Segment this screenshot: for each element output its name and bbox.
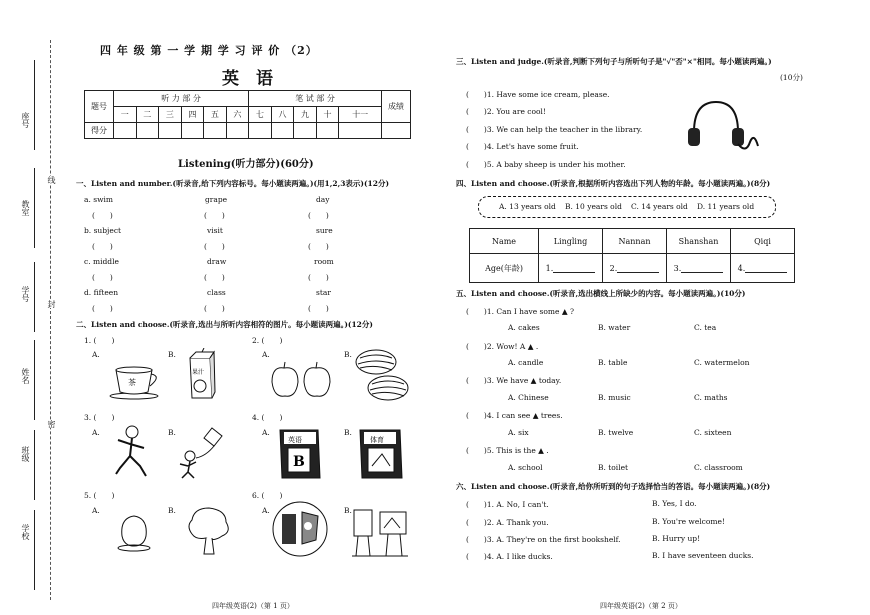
class-line — [34, 430, 35, 500]
age-answer-number: 4. — [737, 263, 746, 273]
class-label: 班级 — [21, 446, 30, 462]
q1-answer-paren[interactable]: ( ) — [92, 304, 113, 313]
q1-word: a. swim — [84, 195, 114, 204]
age-table — [469, 228, 795, 283]
tree-image[interactable] — [184, 504, 234, 556]
question-number-label: 题号 — [85, 91, 114, 123]
age-answer-number: 1. — [545, 263, 554, 273]
score-cell[interactable] — [226, 123, 249, 139]
q1-title: 一、Listen and number.(听录音,给下列内容标号。每小题读两遍。)(用1,2,3表示)(12分) — [76, 179, 390, 188]
q6-option-b: B. Yes, I do. — [652, 499, 697, 508]
question-number: 六 — [226, 107, 249, 123]
q5-option-a: A. six — [508, 428, 529, 437]
question-number: 十一 — [339, 107, 382, 123]
q1-answer-paren[interactable]: ( ) — [204, 304, 225, 313]
q1-word: grape — [205, 195, 228, 204]
option-a-label: A. — [92, 506, 100, 515]
q1-answer-paren[interactable]: ( ) — [308, 211, 329, 220]
question-number: 七 — [249, 107, 272, 123]
q6-option-a[interactable]: ( )4. A. I like ducks. — [466, 552, 553, 561]
english-book-image[interactable] — [274, 426, 326, 482]
school-line — [34, 510, 35, 590]
binding-strip — [0, 0, 62, 615]
q4-option: A. 13 years old — [499, 202, 556, 211]
seat-number-label: 座号 — [21, 112, 30, 128]
q5-option-a: A. candle — [508, 358, 544, 367]
score-cell[interactable] — [382, 123, 411, 139]
q6-option-b: B. You're welcome! — [652, 517, 725, 526]
seat-number-line — [34, 60, 35, 150]
q5-option-b: B. water — [598, 323, 631, 332]
q2-item-number[interactable]: 6. ( ) — [252, 491, 283, 500]
name-label: 姓名 — [21, 368, 30, 384]
juice-label: 果汁 — [192, 369, 205, 376]
total-score-label: 成绩 — [382, 91, 411, 123]
option-b-label: B. — [168, 428, 176, 437]
q5-option-a: A. school — [508, 463, 543, 472]
score-row-label: 得分 — [85, 123, 114, 139]
q3-item[interactable]: ( )5. A baby sheep is under his mother. — [466, 160, 626, 169]
score-cell[interactable] — [181, 123, 204, 139]
q5-question[interactable]: ( )3. We have ▲ today. — [466, 376, 562, 385]
q1-answer-paren[interactable]: ( ) — [92, 273, 113, 282]
q5-option-c: C. classroom — [694, 463, 743, 472]
q6-option-a[interactable]: ( )2. A. Thank you. — [466, 518, 549, 527]
question-number: 一 — [114, 107, 137, 123]
apples-image[interactable] — [268, 360, 334, 400]
option-b-label: B. — [344, 350, 352, 359]
letter-b: B — [293, 454, 305, 470]
score-cell[interactable] — [136, 123, 159, 139]
listening-group-header: 听 力 部 分 — [114, 91, 249, 107]
music-classroom-image[interactable] — [272, 500, 328, 558]
q1-answer-paren[interactable]: ( ) — [204, 211, 225, 220]
exam-header-title: 四 年 级 第 一 学 期 学 习 评 价 （2） — [100, 44, 318, 57]
question-number: 五 — [204, 107, 227, 123]
q4-option: D. 11 years old — [697, 202, 755, 211]
score-cell[interactable] — [204, 123, 227, 139]
pe-book-label: 体育 — [370, 436, 384, 444]
q6-option-a[interactable]: ( )1. A. No, I can't. — [466, 500, 549, 509]
score-cell[interactable] — [159, 123, 182, 139]
student-id-label: 学号 — [21, 286, 30, 302]
q1-word: star — [316, 288, 331, 297]
art-classroom-image[interactable] — [350, 504, 410, 558]
q5-question[interactable]: ( )5. This is the ▲ . — [466, 446, 549, 455]
q5-option-c: C. sixteen — [694, 428, 732, 437]
writing-group-header: 笔 试 部 分 — [249, 91, 382, 107]
q3-item[interactable]: ( )1. Have some ice cream, please. — [466, 90, 610, 99]
q1-word: day — [316, 195, 330, 204]
age-answer-number: 2. — [609, 263, 618, 273]
option-a-label: A. — [262, 506, 270, 515]
q5-question[interactable]: ( )1. Can I have some ▲ ? — [466, 307, 574, 316]
age-answer-cell[interactable] — [603, 254, 667, 283]
name-header: Name — [470, 229, 539, 254]
question-number: 二 — [136, 107, 159, 123]
q1-answer-paren[interactable]: ( ) — [204, 242, 225, 251]
q2-item-number[interactable]: 3. ( ) — [84, 413, 115, 422]
q5-option-b: B. music — [598, 393, 631, 402]
fold-line — [50, 40, 51, 600]
q3-item[interactable]: ( )2. You are cool! — [466, 107, 546, 116]
q3-item[interactable]: ( )4. Let's have some fruit. — [466, 142, 579, 151]
classroom-label: 教室 — [21, 200, 30, 216]
age-answer-cell[interactable] — [667, 254, 731, 283]
age-row-label: Age(年龄) — [470, 254, 539, 283]
seal-mark-seal: 封 — [47, 300, 56, 308]
q5-option-b: B. table — [598, 358, 628, 367]
q1-word: d. fifteen — [84, 288, 119, 297]
seal-mark-secret: 密 — [47, 420, 56, 428]
question-number: 八 — [271, 107, 294, 123]
option-a-label: A. — [262, 350, 270, 359]
score-cell[interactable] — [271, 123, 294, 139]
q4-options-box — [478, 196, 776, 218]
question-number: 三 — [159, 107, 182, 123]
watermelons-image[interactable] — [352, 348, 412, 404]
q5-option-b: B. twelve — [598, 428, 634, 437]
q2-title: 二、Listen and choose.(听录音,选出与所听内容相符的图片。每小题读两遍。)(12分) — [76, 320, 373, 329]
q5-option-a: A. cakes — [508, 323, 540, 332]
school-label: 学校 — [21, 524, 30, 540]
q5-option-c: C. tea — [694, 323, 717, 332]
option-a-label: A. — [262, 428, 270, 437]
age-answer-number: 3. — [673, 263, 682, 273]
question-number: 九 — [294, 107, 317, 123]
option-b-label: B. — [168, 506, 176, 515]
q5-question[interactable]: ( )2. Wow! A ▲ . — [466, 342, 539, 351]
q2-item-number[interactable]: 1. ( ) — [84, 336, 115, 345]
option-b-label: B. — [344, 506, 352, 515]
kite-boy-image[interactable] — [176, 426, 226, 480]
q5-option-c: C. watermelon — [694, 358, 750, 367]
person-shanshan: Shanshan — [667, 229, 731, 254]
listening-section-title: Listening(听力部分)(60分) — [178, 159, 314, 170]
q5-option-c: C. maths — [694, 393, 728, 402]
score-cell[interactable] — [339, 123, 382, 139]
running-boy-image[interactable] — [112, 424, 152, 480]
person-lingling: Lingling — [539, 229, 603, 254]
option-a-label: A. — [92, 350, 100, 359]
score-cell[interactable] — [316, 123, 339, 139]
name-line — [34, 340, 35, 420]
q6-option-b: B. Hurry up! — [652, 534, 701, 543]
pe-book-image[interactable] — [356, 426, 406, 482]
page1-footer: 四年级英语(2)（第 1 页） — [212, 602, 294, 610]
q4-option: C. 14 years old — [631, 202, 688, 211]
option-b-label: B. — [168, 350, 176, 359]
juice-box-image[interactable] — [186, 348, 216, 400]
q2-item-number[interactable]: 5. ( ) — [84, 491, 115, 500]
q4-title: 四、Listen and choose.(听录音,根据所听内容选出下列人物的年龄。每小题读两遍。)(8分) — [456, 179, 771, 188]
question-number: 四 — [181, 107, 204, 123]
q3-title: 三、Listen and judge.(听录音,判断下列句子与所听句子是"√"否"×"相同。每小题读两遍。) — [456, 57, 772, 66]
age-answer-cell[interactable] — [539, 254, 603, 283]
q2-item-number[interactable]: 2. ( ) — [252, 336, 283, 345]
q1-word: room — [314, 257, 334, 266]
q1-word: c. middle — [84, 257, 119, 266]
person-nannan: Nannan — [603, 229, 667, 254]
q2-item-number[interactable]: 4. ( ) — [252, 413, 283, 422]
option-b-label: B. — [344, 428, 352, 437]
person-qiqi: Qiqi — [731, 229, 795, 254]
q6-option-b: B. I have seventeen ducks. — [652, 551, 754, 560]
english-book-label: 英语 — [288, 436, 302, 444]
q1-word: draw — [207, 257, 227, 266]
q1-answer-paren[interactable]: ( ) — [308, 273, 329, 282]
q5-title: 五、Listen and choose.(听录音,选出横线上所缺少的内容。每小题读两遍。)(10分) — [456, 289, 746, 298]
q1-answer-paren[interactable]: ( ) — [308, 242, 329, 251]
q5-option-a: A. Chinese — [508, 393, 549, 402]
headphones-icon — [686, 98, 760, 156]
q1-answer-paren[interactable]: ( ) — [92, 211, 113, 220]
q3-item[interactable]: ( )3. We can help the teacher in the library. — [466, 125, 643, 134]
classroom-line — [34, 168, 35, 248]
q5-option-b: B. toilet — [598, 463, 629, 472]
q1-word: class — [207, 288, 226, 297]
q6-option-a[interactable]: ( )3. A. They're on the first bookshelf. — [466, 535, 621, 544]
seal-mark-line: 线 — [47, 176, 56, 184]
q1-answer-paren[interactable]: ( ) — [308, 304, 329, 313]
q5-question[interactable]: ( )4. I can see ▲ trees. — [466, 411, 563, 420]
q1-word: visit — [207, 226, 223, 235]
score-cell[interactable] — [249, 123, 272, 139]
teacup-image[interactable] — [108, 360, 163, 400]
page2-footer: 四年级英语(2)（第 2 页） — [600, 602, 682, 610]
q4-option: B. 10 years old — [565, 202, 622, 211]
subject-title: 英 语 — [222, 69, 273, 89]
score-cell[interactable] — [114, 123, 137, 139]
q1-word: b. subject — [84, 226, 122, 235]
age-answer-cell[interactable] — [731, 254, 795, 283]
score-table — [84, 90, 411, 139]
q1-answer-paren[interactable]: ( ) — [204, 273, 225, 282]
egg-image[interactable] — [114, 512, 154, 552]
student-id-line — [34, 262, 35, 332]
teacup-label: 茶 — [128, 378, 136, 387]
q1-word: sure — [316, 226, 333, 235]
q3-score: (10分) — [780, 73, 803, 82]
q1-answer-paren[interactable]: ( ) — [92, 242, 113, 251]
q6-title: 六、Listen and choose.(听录音,给你所听到的句子选择恰当的答语。每小题读两遍。)(8分) — [456, 482, 771, 491]
score-cell[interactable] — [294, 123, 317, 139]
question-number: 十 — [316, 107, 339, 123]
option-a-label: A. — [92, 428, 100, 437]
